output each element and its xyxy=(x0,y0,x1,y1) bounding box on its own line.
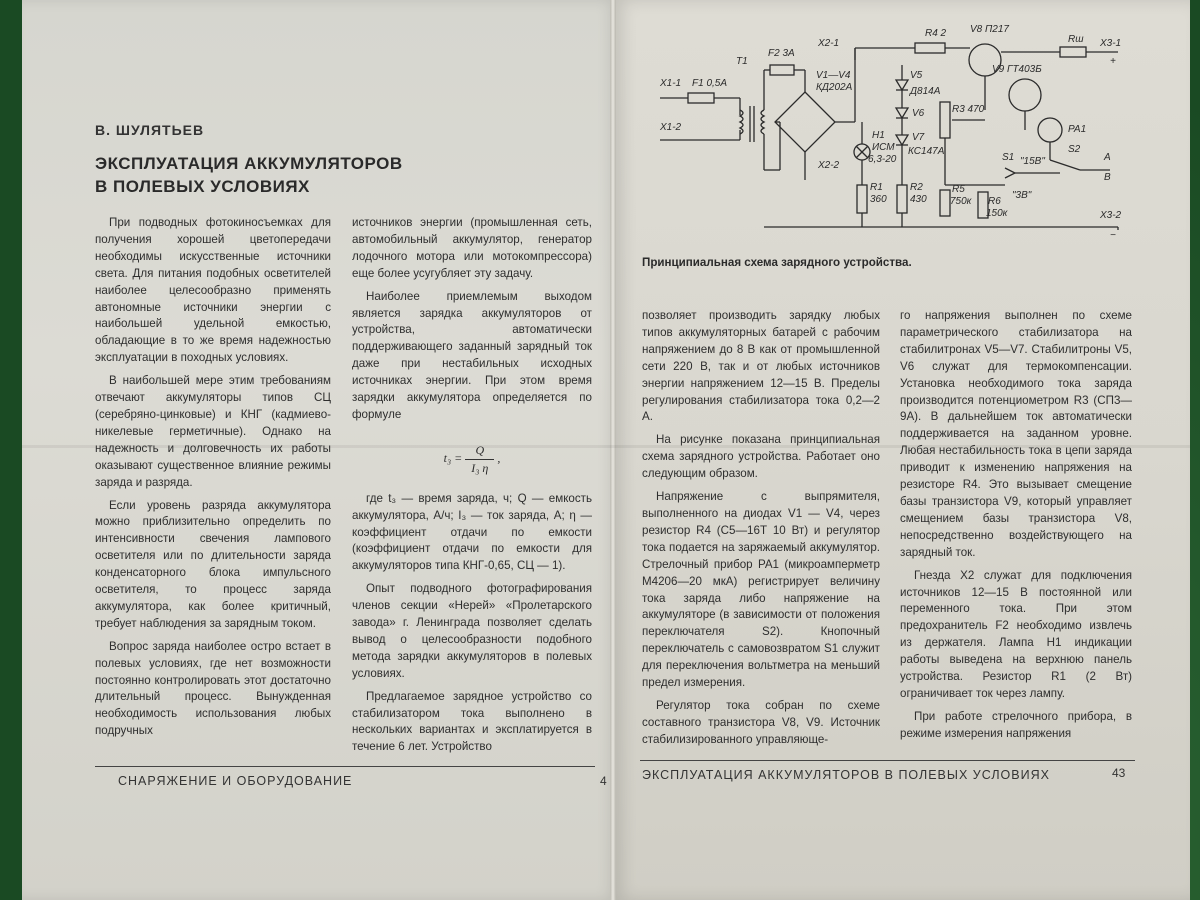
paragraph: При подводных фотокиносъемках для получения хорошей цветопередачи необходимы искусственные источники света. Для питания подобных осветителей наиболее целесообразно применять автономные источники энергии с наибольшей удельной емкостью, обладающие в то же время надежностью эксплуатации в походных условиях. xyxy=(95,216,331,365)
formula-tail: , xyxy=(497,451,501,466)
label-r6-value: 150к xyxy=(986,208,1008,219)
label-r3: R3 470 xyxy=(952,104,985,115)
paragraph: На рисунке показана принципиальная схема зарядного устройства. Работает оно следующим образом. xyxy=(642,433,880,481)
label-v5: V5 xyxy=(910,70,923,81)
right-page-number: 43 xyxy=(1112,766,1126,780)
label-plus: + xyxy=(1110,56,1116,67)
label-v6: V6 xyxy=(912,108,925,119)
left-column-1 xyxy=(95,215,331,746)
title-line-1: ЭКСПЛУАТАЦИЯ АККУМУЛЯТОРОВ xyxy=(95,154,403,173)
left-footer-title: СНАРЯЖЕНИЕ И ОБОРУДОВАНИЕ xyxy=(118,774,353,788)
paragraph: Если уровень разряда аккумулятора можно приблизительно определить по интенсивности свечения лампового осветителя или по длительности заряда конденсаторного блока импульсного осветителя, то процесс заряда аккумулятора, как более критичный, требует наблюдения за зарядным током. xyxy=(95,498,331,630)
time-formula xyxy=(352,442,592,477)
label-a: А xyxy=(1104,152,1111,163)
label-x1-2: X1-2 xyxy=(660,122,682,133)
paragraph: Вопрос заряда наиболее остро встает в полевых условиях, где нет возможности постоянно контролировать этот достаточно длительный процесс. Вынужденная необходимость использования любых подручных xyxy=(95,639,331,738)
paragraph: Гнезда X2 служат для подключения источников 12—15 В постоянной или переменного тока. При этом предохранитель F2 необходимо извлечь из держателя. Лампа H1 индикации работы выведена на верхнюю панель устройства. Резистор R1 (2 Вт) ограничивает ток через лампу. xyxy=(900,568,1132,700)
schematic-labels xyxy=(640,20,1140,245)
label-r2: R2 xyxy=(910,182,923,193)
left-page-number: 4 xyxy=(600,774,607,788)
label-v1-v4: V1—V4 xyxy=(816,70,851,81)
left-footer-rule xyxy=(95,766,595,767)
label-s1: S1 xyxy=(1002,152,1015,163)
label-x2-1: X2-1 xyxy=(818,38,840,49)
formula-fraction xyxy=(465,442,494,477)
label-r5: R5 xyxy=(952,184,965,195)
title-line-2: В ПОЛЕВЫХ УСЛОВИЯХ xyxy=(95,177,310,196)
right-column-1 xyxy=(642,308,880,755)
label-f2: F2 3А xyxy=(768,48,795,59)
formula-lhs: t₃ = xyxy=(443,451,463,466)
paragraph: Предлагаемое зарядное устройство со стабилизатором тока выполнено в нескольких вариантах и эксплатируется в течение 6 лет. Устройство xyxy=(352,689,592,754)
label-s2: S2 xyxy=(1068,144,1081,155)
label-r1: R1 xyxy=(870,182,883,193)
schematic-caption: Принципиальная схема зарядного устройства. xyxy=(642,256,912,269)
right-column-2 xyxy=(900,308,1132,749)
paragraph: Наиболее приемлемым выходом является зарядка аккумуляторов от устройства, автоматически поддерживающего заданный зарядный ток даже при нестабильных исходных источниках энергии. При этом время зарядки аккумулятора определяется по формуле xyxy=(352,289,592,421)
right-footer-rule xyxy=(640,760,1135,761)
paragraph: источников энергии (промышленная сеть, автомобильный аккумулятор, генератор лодочного мотора или мотокомпрессора) еще более усугубляет эту задачу. xyxy=(352,216,592,280)
label-v8: V8 П217 xyxy=(970,24,1009,35)
formula-numerator: Q xyxy=(465,442,494,460)
paragraph: В наибольшей мере этим требованиям отвечают аккумуляторы типов СЦ (серебряно-цинковые) и КНГ (кадмиево-никелевые герметичные). Однако на надежность и долговечность их работы оказывают существенное влияние режимы заряда и разряда. xyxy=(95,374,331,489)
label-ks147a: КС147А xyxy=(908,146,945,157)
label-v7: V7 xyxy=(912,132,925,143)
author-name: В. ШУЛЯТЬЕВ xyxy=(95,122,205,138)
label-ism: ИСМ xyxy=(872,142,895,153)
right-footer-title: ЭКСПЛУАТАЦИЯ АККУМУЛЯТОРОВ В ПОЛЕВЫХ УСЛОВИЯХ xyxy=(642,768,1050,782)
label-r2-value: 430 xyxy=(910,194,927,205)
label-t1: T1 xyxy=(736,56,748,67)
label-r5-value: 750к xyxy=(950,196,972,207)
label-f1: F1 0,5А xyxy=(692,78,728,89)
label-h1: H1 xyxy=(872,130,885,141)
page-crease xyxy=(610,0,616,900)
label-minus: − xyxy=(1110,230,1116,241)
label-3v: "3В" xyxy=(1012,190,1032,201)
paragraph: При работе стрелочного прибора, в режиме измерения напряжения xyxy=(900,709,1132,740)
paragraph: Регулятор тока собран по схеме составного транзистора V8, V9. Источник стабилизированного управляюще- xyxy=(642,698,880,746)
label-rsh: Rш xyxy=(1068,34,1084,45)
left-column-2 xyxy=(352,215,592,762)
label-r4: R4 2 xyxy=(925,28,947,39)
paragraph: го напряжения выполнен по схеме параметрического стабилизатора на стабилитронах V5—V7. Стабилитроны V5, V6 служат для термокомпенсации. Установка необходимого тока заряда производится потенциометром R3 (СП3—9А). В дальнейшем ток автоматически поддерживается на заданном уровне. Любая нестабильность тока в цепи заряда приводит к изменению напряжения на резисторе R4. Это вызывает смещение базы транзистора V9, который управляет смещением базы транзистора V8, непосредственно воздействующего на зарядный ток. xyxy=(900,309,1132,559)
label-x1-1: X1-1 xyxy=(660,78,682,89)
label-v9: V9 ГТ403Б xyxy=(992,64,1042,75)
label-r6: R6 xyxy=(988,196,1001,207)
label-x2-2: X2-2 xyxy=(818,160,840,171)
paragraph: Опыт подводного фотографирования членов секции «Нерей» «Пролетарского завода» г. Ленинграда позволяет сделать вывод о целесообразности подобного метода зарядки аккумуляторов в полевых условиях. xyxy=(352,582,592,680)
label-15v: "15В" xyxy=(1020,156,1045,167)
label-x3-2: X3-2 xyxy=(1100,210,1122,221)
paragraph: где t₃ — время заряда, ч; Q — емкость аккумулятора, А/ч; I₃ — ток заряда, А; η — коэффициент отдачи по емкости (коэффициент отдачи по емкости для аккумуляторов типа КНГ-0,65, СЦ — 1). xyxy=(352,491,592,573)
label-r1-value: 360 xyxy=(870,194,887,205)
label-b: В xyxy=(1104,172,1111,183)
formula-denominator: I₃ η xyxy=(471,460,489,475)
label-kd202a: КД202А xyxy=(816,82,853,93)
paragraph: позволяет производить зарядку любых типов аккумуляторных батарей с рабочим напряжением до 8 В как от промышленной сети 220 В, так и от любых источников энергии напряжением 12—15 В. Пределы регулирования стабилизатора тока 0,2—2 А. xyxy=(642,309,880,424)
label-h1-rating: 6,3-20 xyxy=(868,154,897,165)
label-pa1: PA1 xyxy=(1068,124,1087,135)
paragraph: Напряжение с выпрямителя, выполненного на диодах V1 — V4, через резистор R4 (С5—16Т 10 Вт) и регулятор тока подается на заряжаемый аккумулятор. Стрелочный прибор PA1 (микроамперметр М4206—20 мкА) регистрирует величину тока заряда либо напряжение на аккумуляторе (в зависимости от положения переключателя S2). Кнопочный переключатель с самовозвратом S1 служит для переключения вольтметра на меньший предел измерения. xyxy=(642,490,880,690)
article-title xyxy=(95,152,403,198)
label-x3-1: X3-1 xyxy=(1100,38,1122,49)
label-d814a: Д814А xyxy=(910,86,941,97)
